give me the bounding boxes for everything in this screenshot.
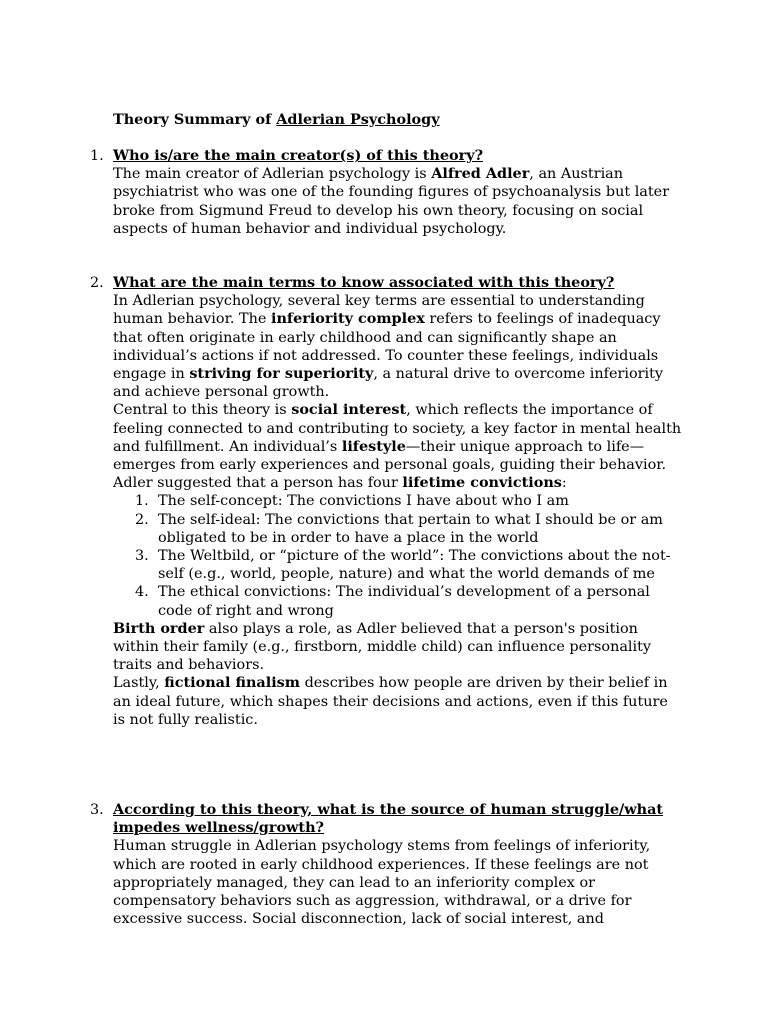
text-run: describes how people are driven by their belief in an ideal future, which shapes their decisions and actions, even if this future is not fully realistic. — [113, 675, 668, 728]
section-number: 3. — [90, 802, 104, 818]
text-run: , an Austrian psychiatrist who was one of the founding figures of psychoanalysis but later broke from Sigmund Freud to develop his own theory, focusing on social aspects of human behavior and individual psychology. — [113, 166, 670, 237]
bold-term: Alfred Adler — [431, 165, 530, 183]
section-paragraph — [113, 674, 683, 729]
section-question: What are the main terms to know associated with this theory? — [113, 274, 615, 291]
section-2 — [90, 274, 683, 729]
list-item-text: The Weltbild, or “picture of the world”: The convictions about the not-self (e.g., world, people, nature) and what the world demands of me — [158, 548, 671, 583]
section-3 — [90, 801, 683, 928]
section-paragraph — [113, 165, 683, 238]
section-question: According to this theory, what is the source of human struggle/what impedes wellness/growth? — [113, 801, 664, 837]
bold-term: lifestyle — [341, 437, 406, 455]
section-paragraph — [113, 292, 683, 401]
list-number: 4. — [135, 584, 149, 601]
title-subject: Adlerian Psychology — [276, 111, 440, 128]
section-question: Who is/are the main creator(s) of this theory? — [113, 147, 484, 164]
section-number: 2. — [90, 275, 104, 291]
list-number: 1. — [135, 493, 149, 510]
section-paragraph: Human struggle in Adlerian psychology stems from feelings of inferiority, which are rooted in early childhood experiences. If these feelings are not appropriately managed, they can lead to an inferiority complex or compensatory behaviors such as aggression, withdrawal, or a drive for excessive success. Social disconnection, lack of social interest, and — [113, 838, 651, 928]
list-item-text: The ethical convictions: The individual’s development of a personal code of right and wrong — [158, 584, 650, 619]
document-title — [113, 111, 440, 129]
bold-term: Birth order — [113, 619, 205, 637]
section-paragraph — [113, 620, 683, 675]
section-paragraph — [113, 474, 683, 492]
text-run: —their unique approach to life—emerges from early experiences and personal goals, guiding their behavior. — [113, 438, 667, 474]
text-run: Central to this theory is — [113, 402, 292, 419]
bold-term: social interest — [291, 401, 407, 419]
list-item-text: The self-concept: The convictions I have about who I am — [158, 493, 569, 510]
text-run: Lastly, — [113, 675, 165, 692]
bold-term: inferiority complex — [270, 310, 425, 328]
text-run: : — [561, 475, 567, 492]
bold-term: fictional finalism — [164, 674, 300, 692]
text-run: also plays a role, as Adler believed that a person's position within their family (e.g., firstborn, middle child) can influence personality traits and behaviors. — [113, 620, 652, 674]
text-run: The main creator of Adlerian psychology is — [113, 166, 432, 183]
convictions-list-item — [135, 511, 683, 547]
text-run: , a natural drive to overcome inferiority and achieve personal growth. — [113, 366, 664, 401]
convictions-list-item — [135, 492, 683, 510]
list-number: 3. — [135, 548, 149, 565]
text-run: In Adlerian psychology, several key terms are essential to understanding human behavior. The — [113, 293, 645, 328]
section-number: 1. — [90, 148, 104, 164]
convictions-list-item — [135, 547, 683, 583]
list-item-text: The self-ideal: The convictions that pertain to what I should be or am obligated to be in order to have a place in the world — [158, 511, 663, 546]
bold-term: striving for superiority — [189, 365, 374, 383]
text-run: Adler suggested that a person has four — [113, 475, 403, 492]
title-prefix: Theory Summary of — [113, 111, 277, 128]
convictions-list-item — [135, 583, 683, 619]
text-run: refers to feelings of inadequacy that often originate in early childhood and can significantly shape an individual’s actions if not addressed. To counter these feelings, individuals engage in — [113, 311, 661, 383]
list-number: 2. — [135, 511, 149, 528]
bold-term: lifetime convictions — [402, 474, 562, 492]
section-1 — [90, 147, 683, 238]
section-paragraph — [113, 401, 683, 474]
text-run: , which reflects the importance of feeling connected to and contributing to society, a key factor in mental health and fulfillment. An individual’s — [113, 402, 682, 455]
